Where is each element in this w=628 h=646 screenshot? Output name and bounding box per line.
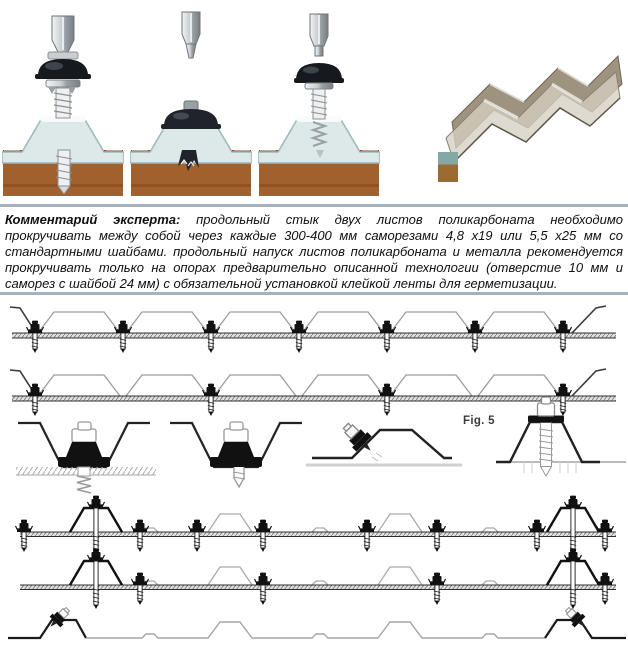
section-lap-joint-sparse-fixing [20, 549, 616, 609]
polycarbonate-sheets-photo [438, 26, 628, 176]
photo-corner-fragment [438, 152, 458, 182]
screwdriver-bit-icon [310, 14, 328, 56]
section-side-lap-angled-screws [8, 604, 626, 638]
comment-body: продольный стык двух листов поликарбоната необходимо прокручивать между собой через каждые 300-400 мм саморезами 4,8 х19 или 5,5 х25 мм со стандартными шайбами. продольный напуск листов поликарбоната и металла рекомендуется прокручивать только на опорах предварительно описанной технологии (отверстие 10 мм и саморез с шайбой 24 мм) с обязательной установкой клейкой ленты для герметизации. [5, 212, 623, 291]
cap-washer-icon [294, 63, 344, 83]
illustration-step-2 [130, 0, 252, 200]
section-alternate-valley-fixing [10, 369, 616, 416]
comment-label: Комментарий эксперта: [5, 212, 181, 227]
figure-5-label: Fig. 5 [463, 415, 495, 427]
screwdriver-bit-icon [48, 16, 78, 59]
detail-valley-screw-no-support [170, 422, 302, 487]
expert-comment-block [0, 204, 628, 295]
illustration-step-1 [2, 0, 124, 200]
detail-angled-slope-screw [306, 418, 462, 465]
section-every-valley-fixing [10, 306, 616, 353]
section-lap-joint-dense-fixing [16, 496, 617, 556]
illustration-step-3 [258, 0, 380, 200]
screwdriver-bit-icon [182, 12, 200, 58]
detail-valley-screw-with-support [16, 422, 156, 493]
cap-washer-icon [35, 59, 91, 79]
technical-drawings [0, 295, 628, 646]
expert-comment-text [5, 212, 623, 292]
